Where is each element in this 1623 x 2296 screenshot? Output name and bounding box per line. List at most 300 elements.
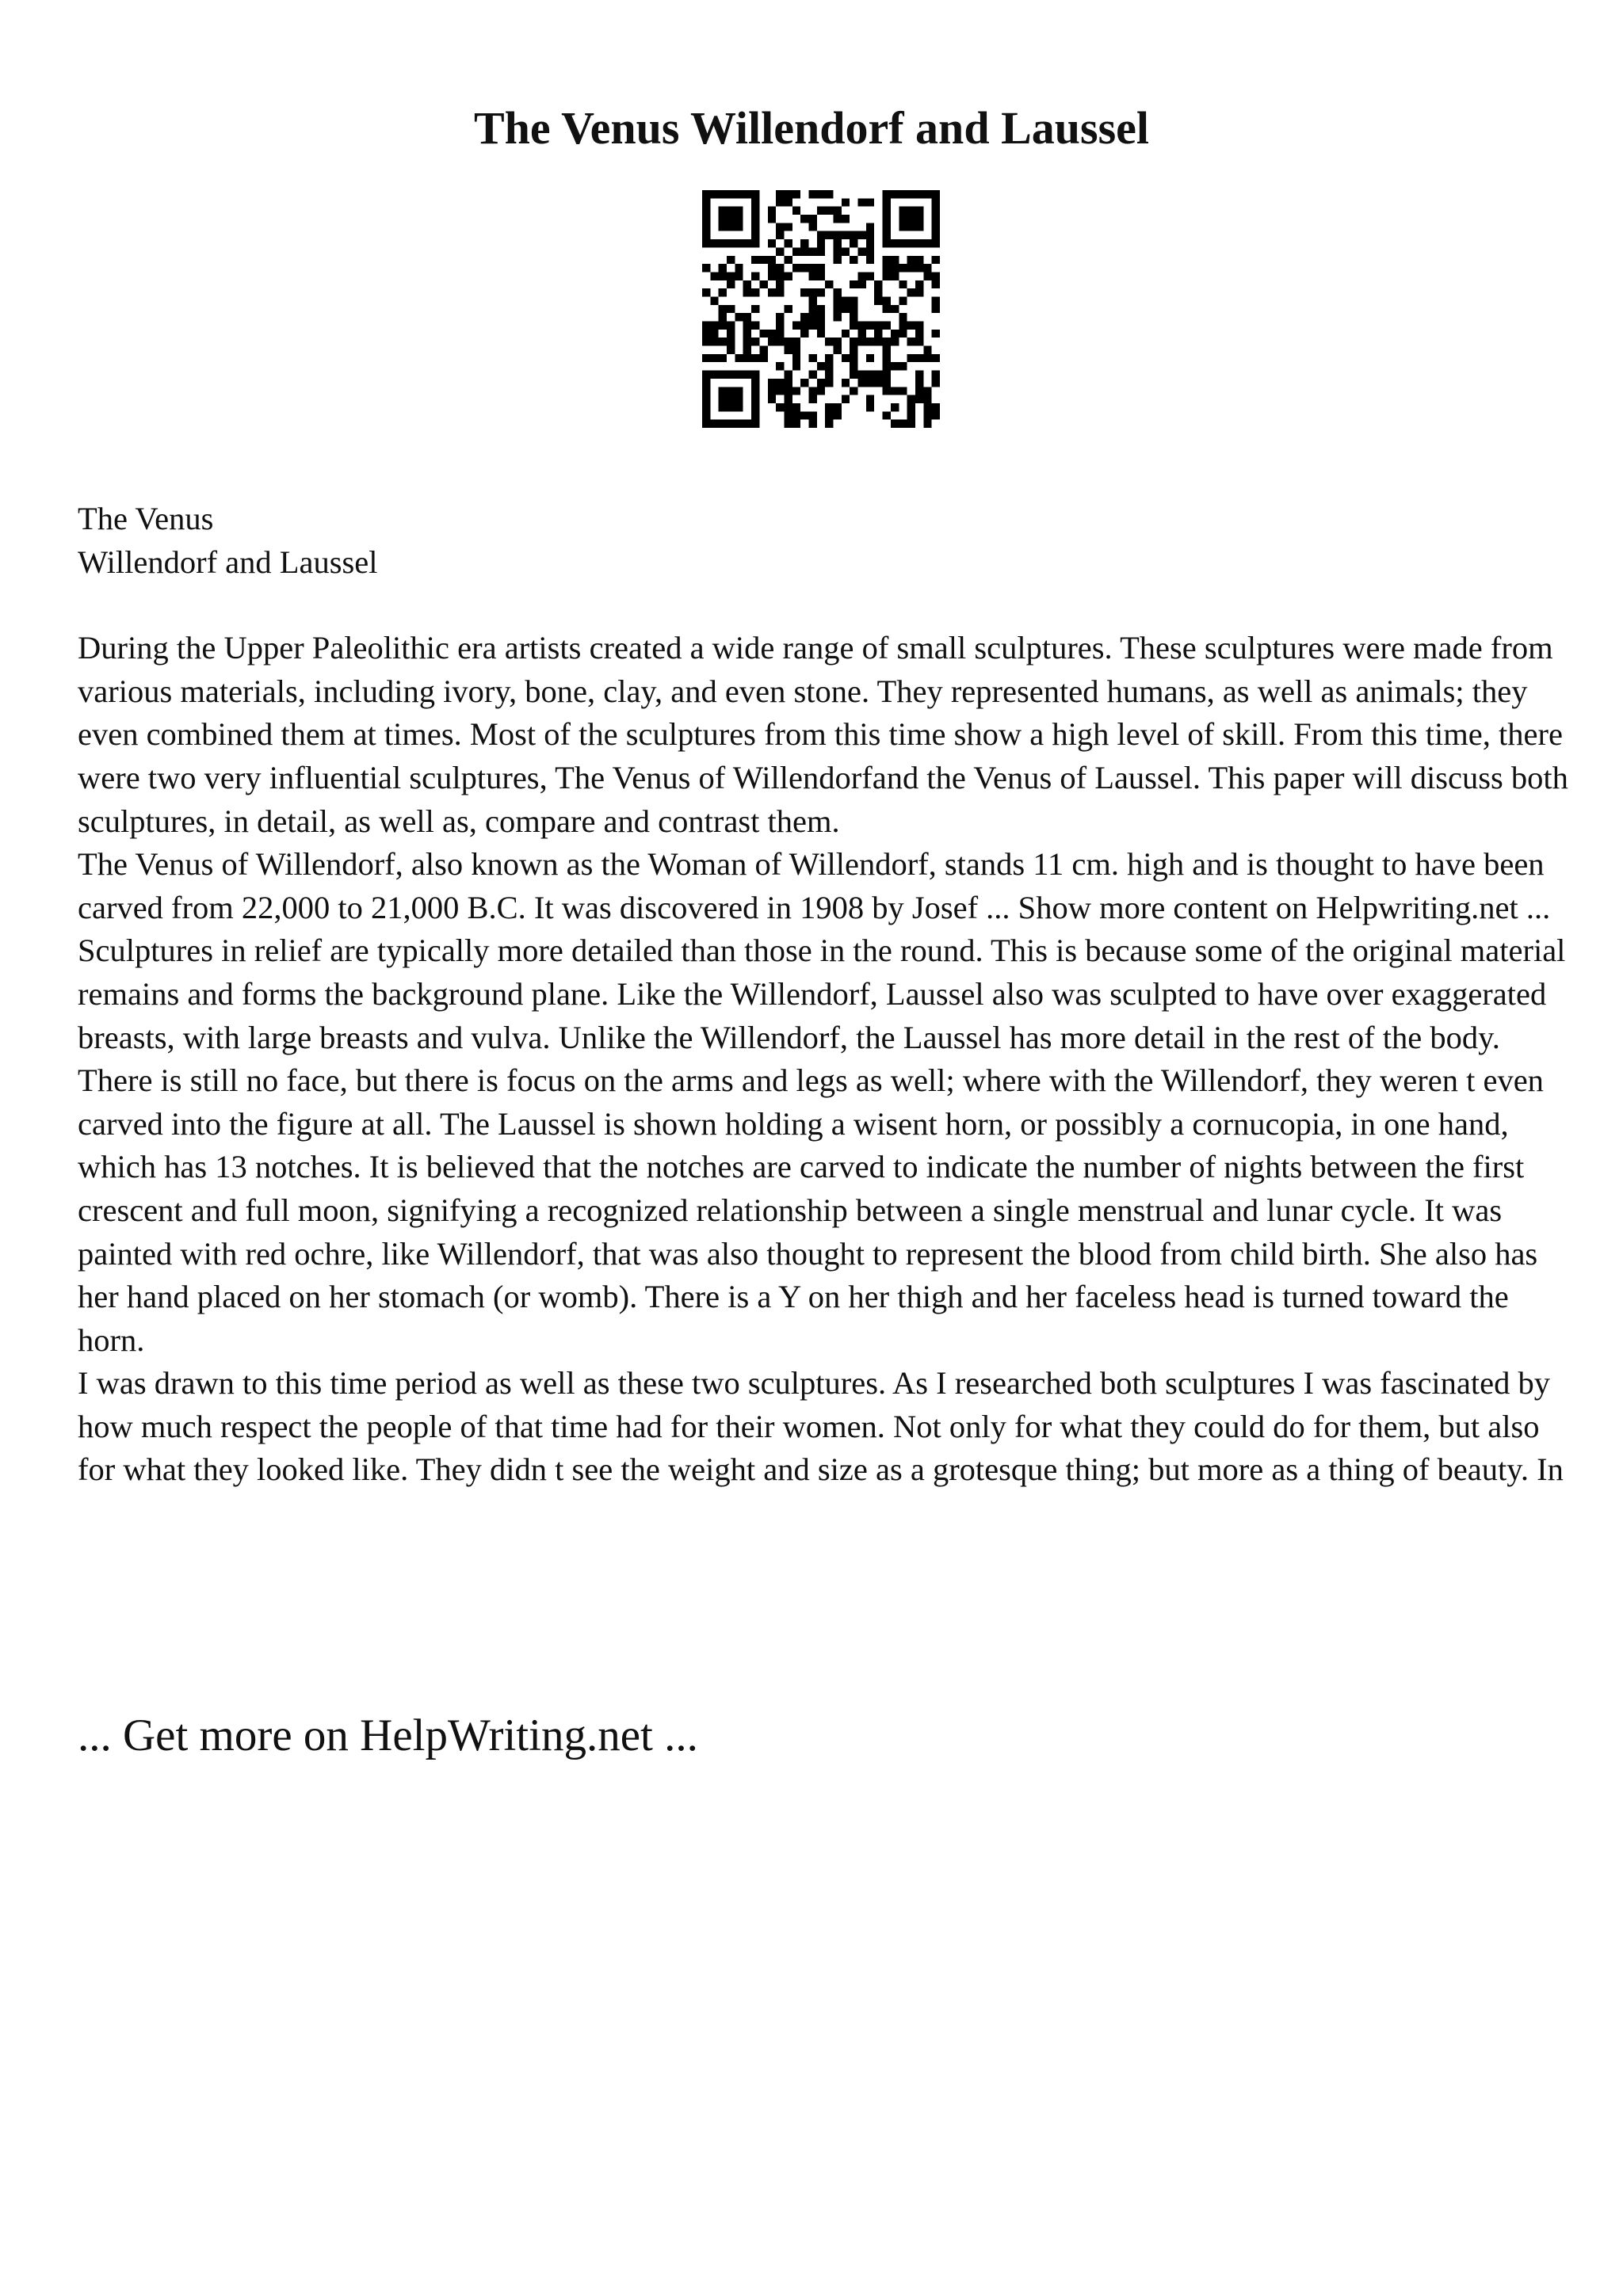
qr-module xyxy=(808,223,816,231)
qr-module xyxy=(784,371,792,379)
qr-module xyxy=(850,354,857,362)
document-title: The Venus Willendorf and Laussel xyxy=(473,102,1150,154)
qr-module xyxy=(751,411,759,419)
qr-module xyxy=(776,313,784,321)
qr-module xyxy=(915,215,923,223)
qr-module xyxy=(850,313,857,321)
qr-module xyxy=(817,272,825,280)
qr-module xyxy=(808,264,816,272)
qr-module xyxy=(858,371,866,379)
qr-module xyxy=(784,379,792,387)
qr-module xyxy=(808,247,816,255)
qr-module xyxy=(784,346,792,354)
qr-module xyxy=(792,207,800,215)
qr-module xyxy=(834,305,842,313)
qr-module xyxy=(932,215,940,223)
qr-module xyxy=(883,198,891,206)
qr-module xyxy=(817,362,825,370)
qr-module xyxy=(727,338,735,345)
qr-module xyxy=(719,395,727,403)
qr-module xyxy=(883,239,891,247)
qr-module xyxy=(776,272,784,280)
qr-module xyxy=(907,256,915,264)
qr-module xyxy=(808,322,816,330)
qr-module xyxy=(932,305,940,313)
qr-module xyxy=(858,338,866,345)
subtitle-line-2: Willendorf and Laussel xyxy=(78,543,378,580)
qr-module xyxy=(751,354,759,362)
qr-module xyxy=(702,231,710,239)
qr-module xyxy=(768,207,776,215)
qr-module xyxy=(850,239,857,247)
qr-module xyxy=(719,239,727,247)
qr-module xyxy=(899,322,907,330)
qr-module xyxy=(883,190,891,198)
qr-module xyxy=(759,256,767,264)
qr-module xyxy=(850,346,857,354)
qr-module xyxy=(759,354,767,362)
qr-module xyxy=(727,207,735,215)
qr-module xyxy=(727,322,735,330)
qr-module xyxy=(817,207,825,215)
qr-module xyxy=(915,190,923,198)
qr-module xyxy=(792,264,800,272)
qr-module xyxy=(915,387,923,395)
qr-module xyxy=(735,395,743,403)
qr-module xyxy=(743,190,751,198)
qr-module xyxy=(702,371,710,379)
qr-module xyxy=(817,239,825,247)
qr-module xyxy=(727,346,735,354)
qr-module xyxy=(808,305,816,313)
qr-module xyxy=(710,239,718,247)
qr-module xyxy=(751,215,759,223)
qr-module xyxy=(743,313,751,321)
qr-module xyxy=(866,198,874,206)
qr-module xyxy=(776,330,784,338)
qr-module xyxy=(842,330,850,338)
qr-module xyxy=(825,338,833,345)
qr-module xyxy=(883,264,891,272)
qr-module xyxy=(891,272,899,280)
qr-module xyxy=(915,330,923,338)
qr-module xyxy=(834,403,842,411)
qr-module xyxy=(907,411,915,419)
qr-module xyxy=(883,296,891,304)
body-paragraph-4: I was drawn to this time period as well as these two sculptures. As I researched both sculptures I was fascinated by how much respect the people of that time had for their women. Not only for what they could do for them, but also for what they looked like. They didn t see the weight and size as a grotesque thing; but more as a thing of beauty. In xyxy=(78,1365,1564,1488)
qr-module xyxy=(842,395,850,403)
qr-module xyxy=(808,288,816,296)
qr-module xyxy=(727,215,735,223)
qr-module xyxy=(915,371,923,379)
qr-module xyxy=(808,371,816,379)
qr-module xyxy=(800,215,808,223)
qr-module xyxy=(702,207,710,215)
qr-module xyxy=(817,247,825,255)
qr-module xyxy=(800,288,808,296)
qr-module xyxy=(768,272,776,280)
qr-module xyxy=(727,272,735,280)
qr-module xyxy=(719,387,727,395)
qr-module xyxy=(808,215,816,223)
get-more-link[interactable]: ... Get more on HelpWriting.net ... xyxy=(78,1711,698,1760)
qr-module xyxy=(891,190,899,198)
qr-module xyxy=(915,280,923,288)
qr-module xyxy=(825,403,833,411)
qr-module xyxy=(899,330,907,338)
qr-module xyxy=(719,272,727,280)
qr-module xyxy=(923,395,931,403)
qr-module xyxy=(932,223,940,231)
qr-module xyxy=(915,322,923,330)
qr-module xyxy=(842,198,850,206)
qr-module xyxy=(719,207,727,215)
qr-module xyxy=(808,387,816,395)
qr-module xyxy=(784,411,792,419)
qr-module xyxy=(825,362,833,370)
qr-module xyxy=(891,264,899,272)
qr-module xyxy=(702,190,710,198)
qr-module xyxy=(751,190,759,198)
qr-module xyxy=(850,305,857,313)
qr-module xyxy=(891,387,899,395)
qr-module xyxy=(866,239,874,247)
qr-module xyxy=(866,354,874,362)
qr-module xyxy=(883,305,891,313)
qr-module xyxy=(899,239,907,247)
qr-module xyxy=(702,403,710,411)
qr-module xyxy=(834,247,842,255)
qr-module xyxy=(751,198,759,206)
qr-module xyxy=(932,256,940,264)
qr-module xyxy=(743,239,751,247)
qr-module xyxy=(743,330,751,338)
qr-module xyxy=(800,379,808,387)
body-paragraph-2: The Venus of Willendorf, also known as the Woman of Willendorf, stands 11 cm. high and is thought to have been carved from 22,000 to 21,000 B.C. It was discovered in 1908 by Josef ... Show more content on Helpwriting.net ... xyxy=(78,846,1551,925)
qr-module xyxy=(743,338,751,345)
qr-module xyxy=(719,420,727,428)
qr-module xyxy=(751,403,759,411)
qr-module xyxy=(727,280,735,288)
qr-module xyxy=(899,362,907,370)
qr-module xyxy=(710,272,718,280)
qr-module xyxy=(834,207,842,215)
qr-module xyxy=(874,338,882,345)
qr-module xyxy=(923,387,931,395)
qr-module xyxy=(858,272,866,280)
qr-module xyxy=(834,338,842,345)
qr-module xyxy=(702,215,710,223)
qr-module xyxy=(932,272,940,280)
qr-module xyxy=(710,330,718,338)
qr-module xyxy=(719,305,727,313)
qr-module xyxy=(776,190,784,198)
qr-module xyxy=(808,296,816,304)
qr-module xyxy=(866,322,874,330)
qr-module xyxy=(784,198,792,206)
qr-module xyxy=(768,330,776,338)
qr-module xyxy=(808,420,816,428)
qr-module xyxy=(932,296,940,304)
qr-module xyxy=(866,395,874,403)
qr-module xyxy=(710,338,718,345)
qr-module xyxy=(891,239,899,247)
qr-module xyxy=(907,395,915,403)
qr-module xyxy=(710,371,718,379)
qr-module xyxy=(735,371,743,379)
qr-module xyxy=(932,231,940,239)
qr-module xyxy=(907,322,915,330)
qr-module xyxy=(702,395,710,403)
qr-module xyxy=(702,264,710,272)
qr-module xyxy=(792,362,800,370)
qr-module xyxy=(710,322,718,330)
qr-module xyxy=(932,207,940,215)
qr-module xyxy=(808,354,816,362)
qr-module xyxy=(874,296,882,304)
qr-module xyxy=(899,296,907,304)
qr-module xyxy=(751,395,759,403)
qr-module xyxy=(751,371,759,379)
qr-module xyxy=(735,387,743,395)
qr-module xyxy=(899,223,907,231)
qr-module xyxy=(825,207,833,215)
qr-module xyxy=(751,272,759,280)
qr-module xyxy=(702,338,710,345)
qr-module xyxy=(834,231,842,239)
body-paragraph-3: Sculptures in relief are typically more detailed than those in the round. This is because some of the original material remains and forms the background plane. Like the Willendorf, Laussel also was sculpted to have over exaggerated breasts, with large breasts and vulva. Unlike the Willendorf, the Laussel has more detail in the rest of the body. There is still no face, but there is focus on the arms and legs as well; where with the Willendorf, they weren t even carved into the figure at all. The Laussel is shown holding a wisent horn, or possibly a cornucopia, in one hand, which has 13 notches. It is believed that the notches are carved to indicate the number of nights between the first crescent and full moon, signifying a recognized relationship between a single menstrual and lunar cycle. It was painted with red ochre, like Willendorf, that was also thought to represent the blood from child birth. She also has her hand placed on her stomach (or womb). There is a Y on her thigh and her faceless head is turned toward the horn. xyxy=(78,933,1566,1358)
qr-module xyxy=(891,420,899,428)
qr-module xyxy=(735,207,743,215)
qr-module xyxy=(735,190,743,198)
qr-module xyxy=(792,322,800,330)
qr-module xyxy=(907,420,915,428)
qr-module xyxy=(891,403,899,411)
qr-module xyxy=(784,338,792,345)
qr-module xyxy=(719,190,727,198)
qr-module xyxy=(874,288,882,296)
qr-module xyxy=(834,296,842,304)
qr-module xyxy=(808,395,816,403)
qr-module xyxy=(702,411,710,419)
qr-module xyxy=(923,264,931,272)
qr-module xyxy=(907,223,915,231)
qr-module xyxy=(866,223,874,231)
qr-module xyxy=(899,215,907,223)
qr-module xyxy=(784,420,792,428)
qr-module xyxy=(743,288,751,296)
qr-module xyxy=(784,272,792,280)
qr-module xyxy=(727,403,735,411)
qr-module xyxy=(792,411,800,419)
qr-module xyxy=(776,223,784,231)
qr-module xyxy=(776,264,784,272)
qr-module xyxy=(923,403,931,411)
qr-module xyxy=(817,305,825,313)
qr-module xyxy=(792,403,800,411)
qr-module xyxy=(891,330,899,338)
qr-module xyxy=(858,231,866,239)
qr-module xyxy=(776,379,784,387)
qr-module xyxy=(776,247,784,255)
qr-module xyxy=(850,296,857,304)
qr-module xyxy=(932,354,940,362)
qr-module xyxy=(850,231,857,239)
qr-module xyxy=(702,387,710,395)
qr-module xyxy=(776,280,784,288)
qr-module xyxy=(776,198,784,206)
qr-module xyxy=(842,354,850,362)
qr-module xyxy=(915,395,923,403)
qr-module xyxy=(891,338,899,345)
qr-module xyxy=(899,280,907,288)
qr-module xyxy=(907,190,915,198)
qr-module xyxy=(834,215,842,223)
qr-module xyxy=(702,420,710,428)
qr-module xyxy=(891,256,899,264)
qr-module xyxy=(719,403,727,411)
qr-module xyxy=(702,322,710,330)
qr-module xyxy=(850,256,857,264)
qr-module xyxy=(768,239,776,247)
qr-module xyxy=(842,231,850,239)
qr-module xyxy=(842,305,850,313)
qr-module xyxy=(923,190,931,198)
qr-module xyxy=(751,223,759,231)
qr-module xyxy=(825,190,833,198)
qr-module xyxy=(883,256,891,264)
qr-module xyxy=(907,264,915,272)
qr-module xyxy=(883,387,891,395)
qr-module xyxy=(800,322,808,330)
qr-module xyxy=(883,272,891,280)
qr-module xyxy=(866,247,874,255)
qr-module xyxy=(883,322,891,330)
qr-module xyxy=(751,420,759,428)
qr-module xyxy=(727,305,735,313)
qr-module xyxy=(932,239,940,247)
qr-module xyxy=(702,239,710,247)
qr-module xyxy=(751,207,759,215)
qr-module xyxy=(710,190,718,198)
qr-module xyxy=(915,264,923,272)
qr-module xyxy=(735,215,743,223)
qr-module xyxy=(858,330,866,338)
qr-module xyxy=(768,215,776,223)
qr-module xyxy=(817,330,825,338)
qr-module xyxy=(817,322,825,330)
qr-module xyxy=(825,231,833,239)
qr-module xyxy=(899,420,907,428)
qr-module xyxy=(702,354,710,362)
qr-module xyxy=(932,371,940,379)
qr-module xyxy=(842,215,850,223)
qr-module xyxy=(850,371,857,379)
qr-module xyxy=(923,272,931,280)
subtitle-line-1: The Venus xyxy=(78,501,214,536)
qr-module xyxy=(735,354,743,362)
qr-module xyxy=(784,239,792,247)
qr-module xyxy=(727,239,735,247)
qr-module xyxy=(735,239,743,247)
qr-module xyxy=(743,322,751,330)
qr-module xyxy=(808,272,816,280)
qr-module xyxy=(932,198,940,206)
qr-module xyxy=(792,338,800,345)
qr-module xyxy=(874,330,882,338)
qr-module xyxy=(719,338,727,345)
qr-module xyxy=(817,190,825,198)
qr-module xyxy=(817,313,825,321)
qr-module xyxy=(850,387,857,395)
qr-module xyxy=(784,223,792,231)
qr-module xyxy=(751,256,759,264)
qr-module xyxy=(808,411,816,419)
qr-module xyxy=(825,411,833,419)
qr-module xyxy=(874,280,882,288)
qr-module xyxy=(850,338,857,345)
qr-module xyxy=(899,264,907,272)
qr-module xyxy=(792,190,800,198)
qr-module xyxy=(817,264,825,272)
qr-module xyxy=(842,247,850,255)
qr-module xyxy=(800,239,808,247)
qr-module xyxy=(727,223,735,231)
qr-module xyxy=(768,395,776,403)
qr-module xyxy=(776,362,784,370)
qr-module xyxy=(883,338,891,345)
qr-module xyxy=(735,223,743,231)
qr-module xyxy=(743,371,751,379)
qr-module xyxy=(768,264,776,272)
qr-module xyxy=(899,207,907,215)
qr-module xyxy=(883,346,891,354)
qr-module xyxy=(866,231,874,239)
qr-module xyxy=(776,403,784,411)
qr-module xyxy=(759,346,767,354)
qr-module xyxy=(883,223,891,231)
qr-module xyxy=(834,313,842,321)
qr-module xyxy=(768,387,776,395)
qr-module xyxy=(923,346,931,354)
body-paragraph-1: During the Upper Paleolithic era artists created a wide range of small sculptures. These sculptures were made from various materials, including ivory, bone, clay, and even stone. They represented humans, as well as animals; they even combined them at times. Most of the sculptures from this time show a high level of skill. From this time, there were two very influential sculptures, The Venus of Willendorfand the Venus of Laussel. This paper will discuss both sculptures, in detail, as well as, compare and contrast them. xyxy=(78,630,1568,839)
qr-module xyxy=(719,371,727,379)
qr-module xyxy=(792,387,800,395)
qr-module xyxy=(825,280,833,288)
document-subtitle xyxy=(78,498,1575,584)
qr-module xyxy=(735,403,743,411)
qr-code-graphic xyxy=(702,190,940,428)
qr-module xyxy=(719,264,727,272)
qr-module xyxy=(784,403,792,411)
qr-module xyxy=(932,190,940,198)
qr-module xyxy=(915,256,923,264)
qr-module xyxy=(702,198,710,206)
qr-module xyxy=(907,239,915,247)
qr-module xyxy=(915,354,923,362)
qr-module xyxy=(792,354,800,362)
qr-module xyxy=(866,338,874,345)
qr-module xyxy=(784,387,792,395)
qr-module xyxy=(719,215,727,223)
qr-module xyxy=(792,247,800,255)
qr-module xyxy=(800,330,808,338)
qr-module xyxy=(817,387,825,395)
qr-module xyxy=(735,264,743,272)
qr-module xyxy=(825,354,833,362)
qr-module xyxy=(866,403,874,411)
qr-module xyxy=(702,330,710,338)
